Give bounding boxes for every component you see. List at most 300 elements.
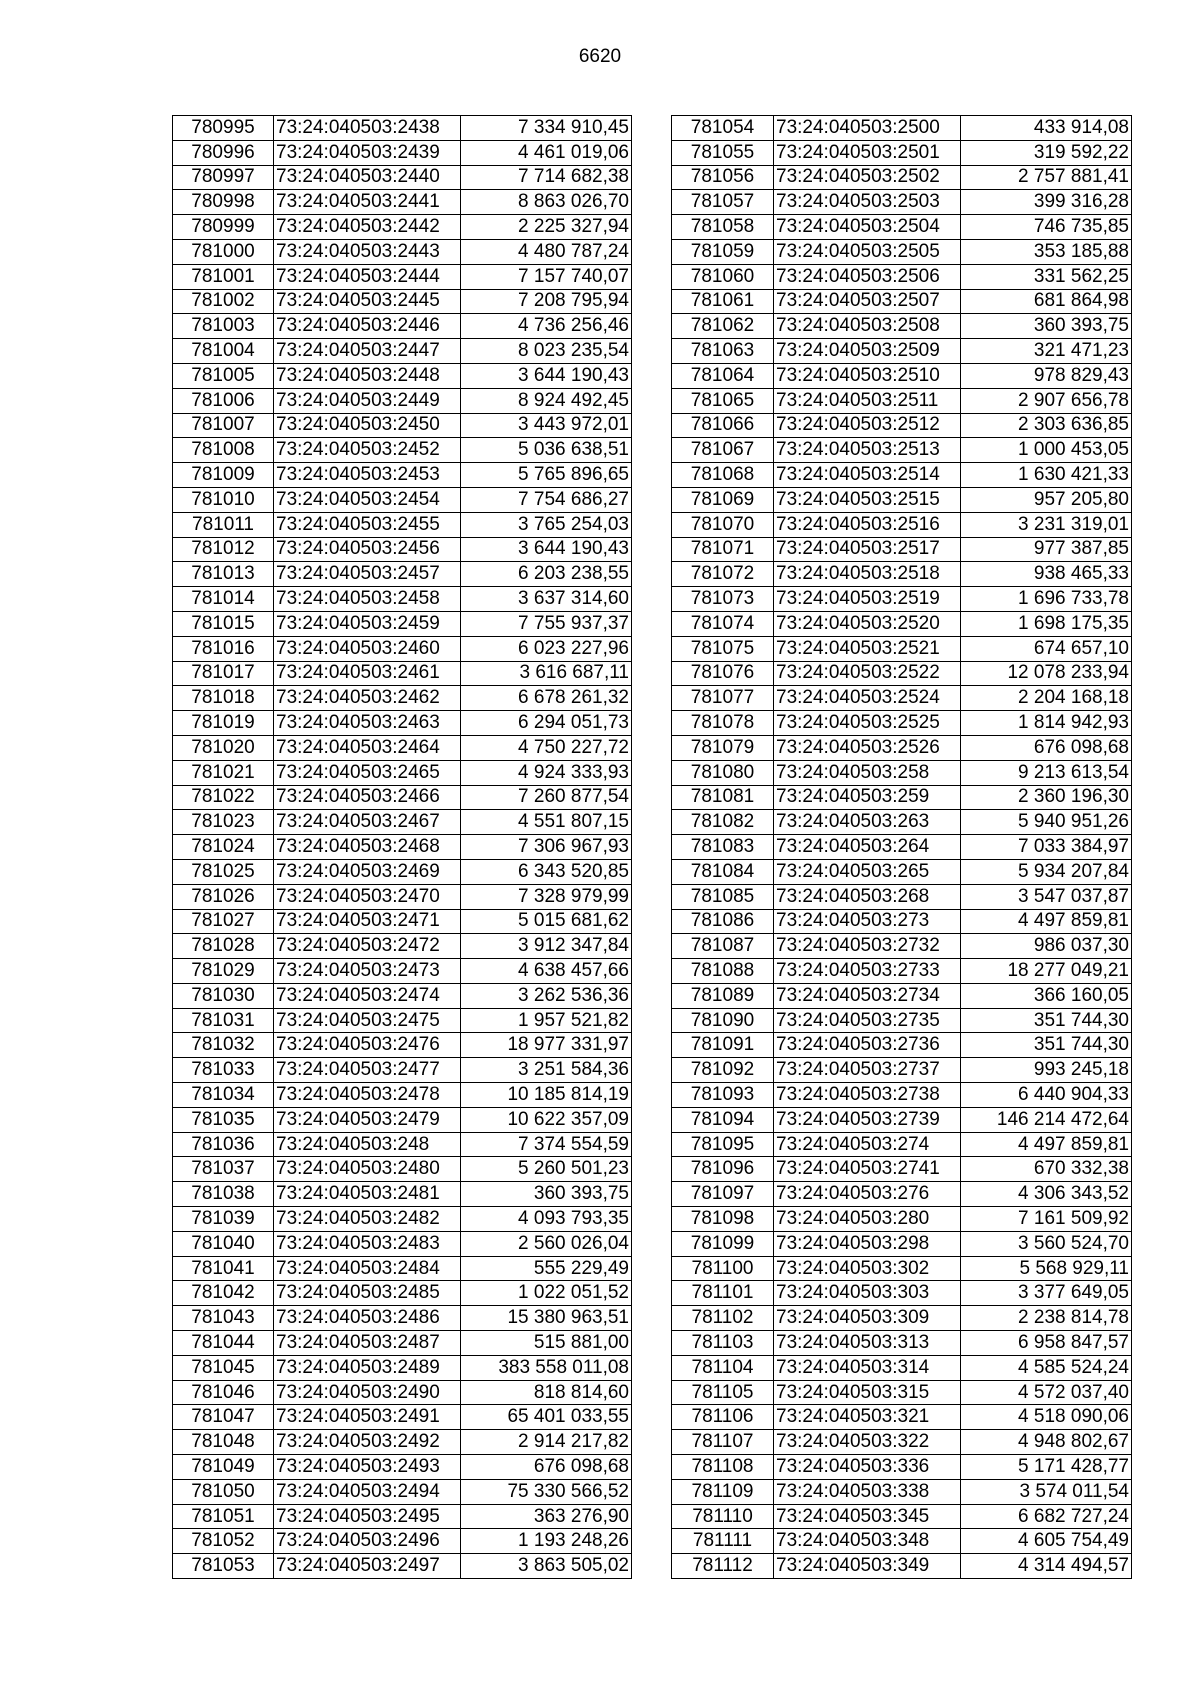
value-cell: 1 193 248,26: [461, 1529, 632, 1554]
row-number-cell: 781052: [173, 1529, 274, 1554]
table-row: [672, 611, 1132, 636]
cadastral-number-cell: 73:24:040503:2468: [274, 835, 461, 860]
row-number-cell: 781035: [173, 1107, 274, 1132]
row-number-cell: 780999: [173, 215, 274, 240]
value-cell: 4 948 802,67: [961, 1430, 1132, 1455]
row-number-cell: 781100: [672, 1256, 774, 1281]
row-number-cell: 781112: [672, 1554, 774, 1579]
value-cell: 2 757 881,41: [961, 165, 1132, 190]
value-cell: 6 343 520,85: [461, 859, 632, 884]
value-cell: 515 881,00: [461, 1331, 632, 1356]
table-row: [672, 1331, 1132, 1356]
value-cell: 555 229,49: [461, 1256, 632, 1281]
value-cell: 4 306 343,52: [961, 1182, 1132, 1207]
table-row: [672, 959, 1132, 984]
cadastral-number-cell: 73:24:040503:2502: [774, 165, 961, 190]
cadastral-number-cell: 73:24:040503:2478: [274, 1083, 461, 1108]
table-row: [173, 1380, 632, 1405]
table-row: [173, 363, 632, 388]
value-cell: 7 157 740,07: [461, 264, 632, 289]
table-row: [672, 215, 1132, 240]
row-number-cell: 781055: [672, 140, 774, 165]
value-cell: 3 443 972,01: [461, 413, 632, 438]
row-number-cell: 781004: [173, 339, 274, 364]
row-number-cell: 781093: [672, 1083, 774, 1108]
row-number-cell: 781041: [173, 1256, 274, 1281]
cadastral-number-cell: 73:24:040503:322: [774, 1430, 961, 1455]
cadastral-number-cell: 73:24:040503:2484: [274, 1256, 461, 1281]
value-cell: 7 033 384,97: [961, 835, 1132, 860]
cadastral-number-cell: 73:24:040503:302: [774, 1256, 961, 1281]
table-row: [173, 1182, 632, 1207]
cadastral-number-cell: 73:24:040503:2511: [774, 388, 961, 413]
cadastral-number-cell: 73:24:040503:2438: [274, 116, 461, 141]
table-row: [672, 562, 1132, 587]
table-row: [672, 239, 1132, 264]
table-row: [672, 1529, 1132, 1554]
row-number-cell: 781069: [672, 487, 774, 512]
table-row: [173, 1157, 632, 1182]
value-cell: 6 440 904,33: [961, 1083, 1132, 1108]
row-number-cell: 781109: [672, 1479, 774, 1504]
table-row: [672, 1008, 1132, 1033]
row-number-cell: 781021: [173, 760, 274, 785]
table-row: [672, 1083, 1132, 1108]
value-cell: 5 171 428,77: [961, 1455, 1132, 1480]
value-cell: 12 078 233,94: [961, 661, 1132, 686]
cadastral-number-cell: 73:24:040503:259: [774, 785, 961, 810]
row-number-cell: 781110: [672, 1504, 774, 1529]
row-number-cell: 781085: [672, 884, 774, 909]
cadastral-number-cell: 73:24:040503:2481: [274, 1182, 461, 1207]
cadastral-number-cell: 73:24:040503:2495: [274, 1504, 461, 1529]
table-row: [173, 116, 632, 141]
row-number-cell: 781088: [672, 959, 774, 984]
value-cell: 3 644 190,43: [461, 363, 632, 388]
table-row: [672, 1157, 1132, 1182]
value-cell: 10 185 814,19: [461, 1083, 632, 1108]
table-row: [672, 909, 1132, 934]
value-cell: 4 605 754,49: [961, 1529, 1132, 1554]
table-row: [672, 884, 1132, 909]
cadastral-number-cell: 73:24:040503:2485: [274, 1281, 461, 1306]
table-row: [672, 1479, 1132, 1504]
value-cell: 4 638 457,66: [461, 959, 632, 984]
value-cell: 986 037,30: [961, 934, 1132, 959]
row-number-cell: 781094: [672, 1107, 774, 1132]
value-cell: 6 678 261,32: [461, 686, 632, 711]
value-cell: 1 000 453,05: [961, 438, 1132, 463]
cadastral-number-cell: 73:24:040503:263: [774, 810, 961, 835]
row-number-cell: 781002: [173, 289, 274, 314]
cadastral-number-cell: 73:24:040503:314: [774, 1355, 961, 1380]
row-number-cell: 781087: [672, 934, 774, 959]
cadastral-number-cell: 73:24:040503:2512: [774, 413, 961, 438]
cadastral-number-cell: 73:24:040503:2526: [774, 735, 961, 760]
row-number-cell: 781090: [672, 1008, 774, 1033]
value-cell: 4 585 524,24: [961, 1355, 1132, 1380]
value-cell: 4 497 859,81: [961, 909, 1132, 934]
table-row: [672, 636, 1132, 661]
value-cell: 3 574 011,54: [961, 1479, 1132, 1504]
cadastral-number-cell: 73:24:040503:2470: [274, 884, 461, 909]
page-number: 6620: [578, 46, 622, 67]
value-cell: 2 204 168,18: [961, 686, 1132, 711]
cadastral-number-cell: 73:24:040503:2520: [774, 611, 961, 636]
row-number-cell: 781027: [173, 909, 274, 934]
row-number-cell: 781012: [173, 537, 274, 562]
value-cell: 331 562,25: [961, 264, 1132, 289]
row-number-cell: 781103: [672, 1331, 774, 1356]
cadastral-number-cell: 73:24:040503:2736: [774, 1033, 961, 1058]
table-row: [173, 1331, 632, 1356]
row-number-cell: 781000: [173, 239, 274, 264]
table-row: [672, 363, 1132, 388]
value-cell: 681 864,98: [961, 289, 1132, 314]
cadastral-number-cell: 73:24:040503:2445: [274, 289, 461, 314]
row-number-cell: 781084: [672, 859, 774, 884]
table-row: [672, 1058, 1132, 1083]
value-cell: 18 977 331,97: [461, 1033, 632, 1058]
cadastral-number-cell: 73:24:040503:2514: [774, 463, 961, 488]
value-cell: 319 592,22: [961, 140, 1132, 165]
cadastral-number-cell: 73:24:040503:2515: [774, 487, 961, 512]
row-number-cell: 781049: [173, 1455, 274, 1480]
table-row: [672, 1430, 1132, 1455]
table-row: [672, 1405, 1132, 1430]
table-row: [173, 983, 632, 1008]
value-cell: 7 755 937,37: [461, 611, 632, 636]
right-table-body: [672, 116, 1132, 1579]
value-cell: 383 558 011,08: [461, 1355, 632, 1380]
table-row: [173, 1083, 632, 1108]
table-row: [173, 1405, 632, 1430]
row-number-cell: 781015: [173, 611, 274, 636]
cadastral-number-cell: 73:24:040503:2456: [274, 537, 461, 562]
row-number-cell: 781019: [173, 711, 274, 736]
value-cell: 2 225 327,94: [461, 215, 632, 240]
row-number-cell: 781046: [173, 1380, 274, 1405]
cadastral-number-cell: 73:24:040503:2441: [274, 190, 461, 215]
row-number-cell: 781076: [672, 661, 774, 686]
cadastral-number-cell: 73:24:040503:2457: [274, 562, 461, 587]
value-cell: 818 814,60: [461, 1380, 632, 1405]
row-number-cell: 781058: [672, 215, 774, 240]
value-cell: 676 098,68: [461, 1455, 632, 1480]
table-row: [672, 859, 1132, 884]
cadastral-number-cell: 73:24:040503:2738: [774, 1083, 961, 1108]
cadastral-number-cell: 73:24:040503:2459: [274, 611, 461, 636]
cadastral-number-cell: 73:24:040503:2452: [274, 438, 461, 463]
table-row: [672, 785, 1132, 810]
row-number-cell: 781009: [173, 463, 274, 488]
cadastral-number-cell: 73:24:040503:2477: [274, 1058, 461, 1083]
row-number-cell: 781096: [672, 1157, 774, 1182]
table-row: [672, 165, 1132, 190]
value-cell: 351 744,30: [961, 1033, 1132, 1058]
value-cell: 2 914 217,82: [461, 1430, 632, 1455]
value-cell: 399 316,28: [961, 190, 1132, 215]
value-cell: 3 637 314,60: [461, 587, 632, 612]
value-cell: 6 023 227,96: [461, 636, 632, 661]
table-row: [173, 537, 632, 562]
row-number-cell: 781071: [672, 537, 774, 562]
cadastral-number-cell: 73:24:040503:2503: [774, 190, 961, 215]
table-row: [173, 239, 632, 264]
table-row: [173, 165, 632, 190]
row-number-cell: 781014: [173, 587, 274, 612]
table-row: [173, 636, 632, 661]
row-number-cell: 781044: [173, 1331, 274, 1356]
cadastral-number-cell: 73:24:040503:2442: [274, 215, 461, 240]
row-number-cell: 781089: [672, 983, 774, 1008]
value-cell: 7 374 554,59: [461, 1132, 632, 1157]
table-row: [173, 1281, 632, 1306]
value-cell: 4 736 256,46: [461, 314, 632, 339]
cadastral-number-cell: 73:24:040503:315: [774, 1380, 961, 1405]
row-number-cell: 781062: [672, 314, 774, 339]
row-number-cell: 781005: [173, 363, 274, 388]
row-number-cell: 781037: [173, 1157, 274, 1182]
value-cell: 1 022 051,52: [461, 1281, 632, 1306]
table-row: [173, 1479, 632, 1504]
left-table-body: [173, 116, 632, 1579]
cadastral-number-cell: 73:24:040503:2496: [274, 1529, 461, 1554]
row-number-cell: 781016: [173, 636, 274, 661]
cadastral-number-cell: 73:24:040503:2522: [774, 661, 961, 686]
table-row: [672, 1132, 1132, 1157]
row-number-cell: 781007: [173, 413, 274, 438]
row-number-cell: 780998: [173, 190, 274, 215]
row-number-cell: 781011: [173, 512, 274, 537]
table-row: [173, 1008, 632, 1033]
value-cell: 993 245,18: [961, 1058, 1132, 1083]
cadastral-number-cell: 73:24:040503:2510: [774, 363, 961, 388]
table-row: [173, 959, 632, 984]
value-cell: 10 622 357,09: [461, 1107, 632, 1132]
value-cell: 676 098,68: [961, 735, 1132, 760]
row-number-cell: 781104: [672, 1355, 774, 1380]
table-row: [672, 835, 1132, 860]
row-number-cell: 781008: [173, 438, 274, 463]
cadastral-number-cell: 73:24:040503:2472: [274, 934, 461, 959]
table-row: [173, 760, 632, 785]
value-cell: 1 630 421,33: [961, 463, 1132, 488]
cadastral-number-cell: 73:24:040503:248: [274, 1132, 461, 1157]
table-row: [672, 339, 1132, 364]
row-number-cell: 781099: [672, 1231, 774, 1256]
row-number-cell: 781043: [173, 1306, 274, 1331]
cadastral-number-cell: 73:24:040503:348: [774, 1529, 961, 1554]
table-row: [173, 190, 632, 215]
row-number-cell: 781091: [672, 1033, 774, 1058]
table-row: [672, 1207, 1132, 1232]
table-row: [173, 884, 632, 909]
cadastral-number-cell: 73:24:040503:2509: [774, 339, 961, 364]
value-cell: 3 251 584,36: [461, 1058, 632, 1083]
row-number-cell: 781040: [173, 1231, 274, 1256]
row-number-cell: 781068: [672, 463, 774, 488]
table-row: [672, 314, 1132, 339]
row-number-cell: 781073: [672, 587, 774, 612]
row-number-cell: 781013: [173, 562, 274, 587]
cadastral-number-cell: 73:24:040503:2454: [274, 487, 461, 512]
value-cell: 8 023 235,54: [461, 339, 632, 364]
row-number-cell: 781034: [173, 1083, 274, 1108]
table-row: [173, 611, 632, 636]
cadastral-number-cell: 73:24:040503:2474: [274, 983, 461, 1008]
table-row: [672, 1033, 1132, 1058]
cadastral-number-cell: 73:24:040503:336: [774, 1455, 961, 1480]
table-row: [672, 760, 1132, 785]
value-cell: 75 330 566,52: [461, 1479, 632, 1504]
table-row: [672, 1455, 1132, 1480]
row-number-cell: 781048: [173, 1430, 274, 1455]
table-row: [672, 1306, 1132, 1331]
value-cell: 4 924 333,93: [461, 760, 632, 785]
table-row: [672, 686, 1132, 711]
value-cell: 3 547 037,87: [961, 884, 1132, 909]
value-cell: 2 560 026,04: [461, 1231, 632, 1256]
row-number-cell: 781031: [173, 1008, 274, 1033]
table-row: [672, 1554, 1132, 1579]
cadastral-number-cell: 73:24:040503:2453: [274, 463, 461, 488]
value-cell: 5 765 896,65: [461, 463, 632, 488]
value-cell: 65 401 033,55: [461, 1405, 632, 1430]
table-row: [173, 1504, 632, 1529]
table-row: [672, 463, 1132, 488]
value-cell: 4 572 037,40: [961, 1380, 1132, 1405]
cadastral-number-cell: 73:24:040503:2521: [774, 636, 961, 661]
value-cell: 321 471,23: [961, 339, 1132, 364]
row-number-cell: 781045: [173, 1355, 274, 1380]
value-cell: 674 657,10: [961, 636, 1132, 661]
value-cell: 5 940 951,26: [961, 810, 1132, 835]
table-row: [173, 314, 632, 339]
cadastral-number-cell: 73:24:040503:280: [774, 1207, 961, 1232]
cadastral-number-cell: 73:24:040503:2741: [774, 1157, 961, 1182]
cadastral-number-cell: 73:24:040503:2439: [274, 140, 461, 165]
value-cell: 978 829,43: [961, 363, 1132, 388]
cadastral-number-cell: 73:24:040503:2480: [274, 1157, 461, 1182]
cadastral-number-cell: 73:24:040503:2504: [774, 215, 961, 240]
cadastral-number-cell: 73:24:040503:2440: [274, 165, 461, 190]
value-cell: 5 036 638,51: [461, 438, 632, 463]
table-row: [672, 1281, 1132, 1306]
table-row: [672, 190, 1132, 215]
cadastral-number-cell: 73:24:040503:2466: [274, 785, 461, 810]
row-number-cell: 781106: [672, 1405, 774, 1430]
cadastral-number-cell: 73:24:040503:2460: [274, 636, 461, 661]
cadastral-number-cell: 73:24:040503:2501: [774, 140, 961, 165]
value-cell: 7 260 877,54: [461, 785, 632, 810]
table-row: [173, 934, 632, 959]
value-cell: 7 754 686,27: [461, 487, 632, 512]
table-row: [672, 1355, 1132, 1380]
table-row: [672, 587, 1132, 612]
row-number-cell: 781001: [173, 264, 274, 289]
table-row: [173, 438, 632, 463]
table-row: [173, 1529, 632, 1554]
row-number-cell: 781050: [173, 1479, 274, 1504]
table-row: [173, 735, 632, 760]
cadastral-number-cell: 73:24:040503:2475: [274, 1008, 461, 1033]
row-number-cell: 781082: [672, 810, 774, 835]
cadastral-number-cell: 73:24:040503:2525: [774, 711, 961, 736]
value-cell: 7 161 509,92: [961, 1207, 1132, 1232]
value-cell: 3 262 536,36: [461, 983, 632, 1008]
value-cell: 4 480 787,24: [461, 239, 632, 264]
row-number-cell: 781080: [672, 760, 774, 785]
value-cell: 5 934 207,84: [961, 859, 1132, 884]
value-cell: 8 863 026,70: [461, 190, 632, 215]
value-cell: 6 294 051,73: [461, 711, 632, 736]
table-row: [173, 339, 632, 364]
table-row: [173, 587, 632, 612]
table-row: [672, 1380, 1132, 1405]
row-number-cell: 781026: [173, 884, 274, 909]
row-number-cell: 780995: [173, 116, 274, 141]
cadastral-number-cell: 73:24:040503:2489: [274, 1355, 461, 1380]
left-table: [172, 115, 632, 1579]
value-cell: 3 765 254,03: [461, 512, 632, 537]
cadastral-number-cell: 73:24:040503:313: [774, 1331, 961, 1356]
row-number-cell: 781067: [672, 438, 774, 463]
row-number-cell: 781018: [173, 686, 274, 711]
table-row: [672, 1107, 1132, 1132]
cadastral-number-cell: 73:24:040503:2493: [274, 1455, 461, 1480]
row-number-cell: 781063: [672, 339, 774, 364]
cadastral-number-cell: 73:24:040503:2463: [274, 711, 461, 736]
cadastral-number-cell: 73:24:040503:2448: [274, 363, 461, 388]
cadastral-number-cell: 73:24:040503:2449: [274, 388, 461, 413]
cadastral-number-cell: 73:24:040503:258: [774, 760, 961, 785]
cadastral-number-cell: 73:24:040503:2735: [774, 1008, 961, 1033]
row-number-cell: 781059: [672, 239, 774, 264]
table-row: [173, 909, 632, 934]
row-number-cell: 781098: [672, 1207, 774, 1232]
table-row: [672, 934, 1132, 959]
cadastral-number-cell: 73:24:040503:276: [774, 1182, 961, 1207]
cadastral-number-cell: 73:24:040503:2505: [774, 239, 961, 264]
row-number-cell: 781030: [173, 983, 274, 1008]
row-number-cell: 781051: [173, 1504, 274, 1529]
value-cell: 7 334 910,45: [461, 116, 632, 141]
row-number-cell: 781072: [672, 562, 774, 587]
right-table: [671, 115, 1132, 1579]
row-number-cell: 781092: [672, 1058, 774, 1083]
value-cell: 7 328 979,99: [461, 884, 632, 909]
value-cell: 4 551 807,15: [461, 810, 632, 835]
cadastral-number-cell: 73:24:040503:2516: [774, 512, 961, 537]
cadastral-number-cell: 73:24:040503:2486: [274, 1306, 461, 1331]
table-row: [173, 388, 632, 413]
value-cell: 351 744,30: [961, 1008, 1132, 1033]
table-row: [173, 1355, 632, 1380]
row-number-cell: 781033: [173, 1058, 274, 1083]
row-number-cell: 781032: [173, 1033, 274, 1058]
value-cell: 4 518 090,06: [961, 1405, 1132, 1430]
value-cell: 4 497 859,81: [961, 1132, 1132, 1157]
value-cell: 360 393,75: [461, 1182, 632, 1207]
value-cell: 146 214 472,64: [961, 1107, 1132, 1132]
value-cell: 977 387,85: [961, 537, 1132, 562]
value-cell: 1 698 175,35: [961, 611, 1132, 636]
cadastral-number-cell: 73:24:040503:274: [774, 1132, 961, 1157]
value-cell: 366 160,05: [961, 983, 1132, 1008]
cadastral-number-cell: 73:24:040503:2517: [774, 537, 961, 562]
table-row: [173, 1107, 632, 1132]
